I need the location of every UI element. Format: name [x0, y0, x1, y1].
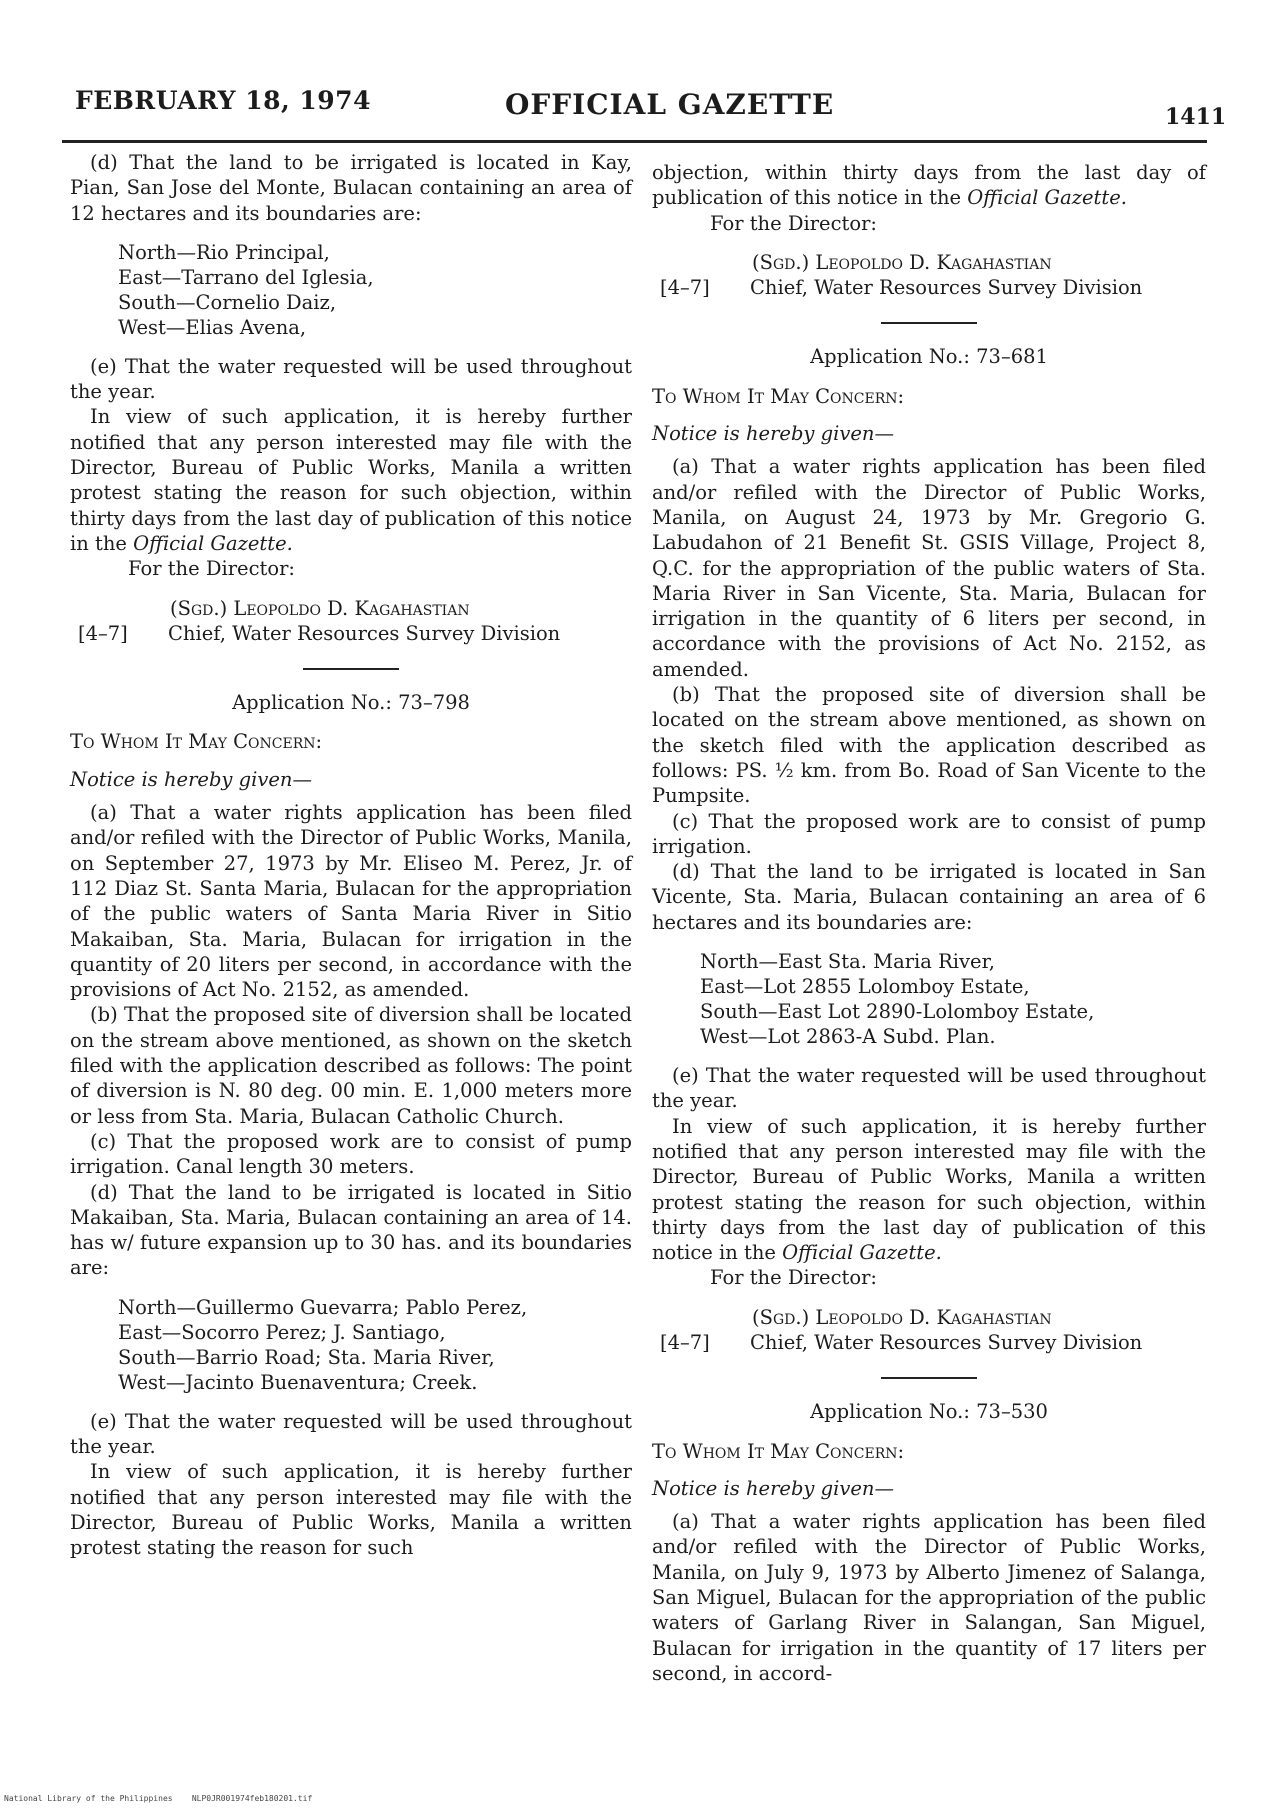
for-director: For the Director:: [710, 1266, 877, 1290]
application-paragraph-e: (e) That the water requested will be used throughout the year.: [652, 1064, 1206, 1113]
application-paragraph-c: (c) That the proposed work are to consist of pump irrigation.: [652, 809, 1206, 858]
gazette-reference: Official Gazette.: [967, 186, 1127, 210]
boundary-east: East—Lot 2855 Lolomboy Estate,: [700, 975, 1030, 999]
boundaries-list: [700, 949, 1206, 1049]
boundary-north: North—Guillermo Guevarra; Pablo Perez,: [118, 1295, 528, 1319]
application-paragraph-b: (b) That the proposed site of diversion shall be located on the stream above mentioned, as shown on the sketch filed with the application described as follows: PS. ½ km. from Bo. Road of San Vicente to the Pumpsite.: [652, 683, 1206, 808]
file-name: NLP0JR001974feb180201.tif: [191, 1794, 313, 1803]
application-heading: Application No.: 73–798: [232, 691, 470, 715]
signatory-name: (Sgd.) Leopoldo D. Kagahastian: [752, 250, 1052, 274]
signature-block: [652, 1305, 1206, 1356]
water-use-paragraph: (e) That the water requested will be used throughout the year.: [70, 354, 632, 404]
boundaries-list: [118, 1295, 632, 1395]
signature-block: [652, 250, 1206, 301]
boundary-east: East—Socorro Perez; J. Santiago,: [118, 1320, 446, 1344]
protest-paragraph: In view of such application, it is hereby further notified that any person interested may file with the Director, Bureau of Public Works, Manila a written protest stating the reason for such objection, within thirty days from the last day of publication of this notice in the Official Gazette.: [652, 1114, 1206, 1265]
scan-footer: [4, 1794, 312, 1803]
salutation: To Whom It May Concern:: [652, 1439, 905, 1463]
section-divider: [881, 322, 977, 324]
for-director: For the Director:: [710, 211, 877, 235]
for-director: For the Director:: [128, 557, 295, 581]
issue-code: [4–7]: [660, 1330, 710, 1354]
boundary-north: North—Rio Principal,: [118, 240, 330, 264]
library-credit: National Library of the Philippines: [4, 1794, 173, 1803]
boundary-west: West—Elias Avena,: [118, 315, 307, 339]
issue-code: [4–7]: [78, 621, 128, 645]
application-paragraph-b: (b) That the proposed site of diversion shall be located on the stream above mentioned, as shown on the sketch filed with the application described as follows: The point of diversion is N. 80 deg. 00 min. E. 1,000 meters more or less from Sta. Maria, Bulacan Catholic Church.: [70, 1003, 632, 1128]
boundary-south: South—East Lot 2890-Lolomboy Estate,: [700, 1000, 1095, 1024]
protest-continuation: objection, within thirty days from the last day of publication of this notice in the Official Gazette.: [652, 161, 1206, 210]
application-paragraph-a: (a) That a water rights application has been filed and/or refiled with the Director of Public Works, Manila, on July 9, 1973 by Alberto Jimenez of Salanga, San Miguel, Bulacan for the appropriation of the public waters of Garlang River in Salangan, San Miguel, Bulacan for irrigation in the quantity of 17 liters per second, in accord-: [652, 1510, 1206, 1685]
application-heading: Application No.: 73–530: [810, 1400, 1048, 1424]
application-paragraph-d: (d) That the land to be irrigated is located in San Vicente, Sta. Maria, Bulacan containing an area of 6 hectares and its boundaries are:: [652, 860, 1206, 934]
boundary-west: West—Jacinto Buenaventura; Creek.: [118, 1370, 478, 1394]
application-paragraph-a: (a) That a water rights application has been filed and/or refiled with the Director of Public Works, Manila, on September 27, 1973 by Mr. Eliseo M. Perez, Jr. of 112 Diaz St. Santa Maria, Bulacan for the appropriation of the public waters of Santa Maria River in Sitio Makaiban, Sta. Maria, Bulacan for irrigation in the quantity of 20 liters per second, in accordance with the provisions of Act No. 2152, as amended.: [70, 801, 632, 1002]
protest-paragraph: In view of such application, it is hereby further notified that any person interested may file with the Director, Bureau of Public Works, Manila a written protest stating the reason for such: [70, 1460, 632, 1560]
issue-code: [4–7]: [660, 276, 710, 300]
section-divider: [303, 668, 399, 670]
boundaries-list: [118, 240, 632, 340]
application-paragraph-d: (d) That the land to be irrigated is located in Sitio Makaiban, Sta. Maria, Bulacan containing an area of 14. has w/ future expansion up to 30 has. and its boundaries are:: [70, 1180, 632, 1280]
boundary-south: South—Barrio Road; Sta. Maria River,: [118, 1345, 495, 1369]
header-rule: [62, 140, 1207, 143]
signatory-name: (Sgd.) Leopoldo D. Kagahastian: [170, 596, 470, 620]
application-paragraph-e: (e) That the water requested will be used throughout the year.: [70, 1409, 632, 1458]
signatory-title: Chief, Water Resources Survey Division: [750, 276, 1143, 300]
application-heading: Application No.: 73–681: [810, 345, 1048, 369]
right-column: [652, 160, 1206, 1686]
issue-date: FEBRUARY 18, 1974: [75, 86, 371, 115]
application-paragraph-a: (a) That a water rights application has been filed and/or refiled with the Director of Public Works, Manila, on August 24, 1973 by Mr. Gregorio G. Labudahon of 21 Benefit St. GSIS Village, Project 8, Q.C. for the appropriation of the public waters of Sta. Maria River in San Vicente, Sta. Maria, Bulacan for irrigation in the quantity of 6 liters per second, in accordance with the provisions of Act No. 2152, as amended.: [652, 455, 1206, 681]
gazette-reference: Official Gazette.: [133, 531, 293, 555]
land-location-paragraph: (d) That the land to be irrigated is located in Kay, Pian, San Jose del Monte, Bulacan containing an area of 12 hectares and its boundaries are:: [70, 151, 632, 225]
boundary-east: East—Tarrano del Iglesia,: [118, 265, 374, 289]
boundary-west: West—Lot 2863-A Subd. Plan.: [700, 1025, 996, 1049]
signatory-name: (Sgd.) Leopoldo D. Kagahastian: [752, 1305, 1052, 1329]
publication-title: OFFICIAL GAZETTE: [505, 88, 835, 121]
section-divider: [881, 1377, 977, 1379]
signatory-title: Chief, Water Resources Survey Division: [750, 1330, 1143, 1354]
application-paragraph-c: (c) That the proposed work are to consist of pump irrigation. Canal length 30 meters.: [70, 1129, 632, 1179]
page-number: 1411: [1165, 104, 1227, 130]
left-column: [70, 150, 632, 1560]
protest-paragraph: In view of such application, it is hereby further notified that any person interested may file with the Director, Bureau of Public Works, Manila a written protest stating the reason for such objection, within thirty days from the last day of publication of this notice in the Official Gazette.: [70, 405, 632, 555]
notice-given: Notice is hereby given—: [652, 1476, 894, 1500]
notice-given: Notice is hereby given—: [652, 422, 894, 446]
boundary-north: North—East Sta. Maria River,: [700, 950, 995, 974]
notice-given: Notice is hereby given—: [70, 767, 312, 791]
boundary-south: South—Cornelio Daiz,: [118, 290, 337, 314]
salutation: To Whom It May Concern:: [70, 730, 323, 754]
signature-block: [70, 596, 632, 647]
signatory-title: Chief, Water Resources Survey Division: [168, 621, 561, 645]
salutation: To Whom It May Concern:: [652, 384, 905, 408]
gazette-reference: Official Gazette.: [782, 1241, 942, 1265]
